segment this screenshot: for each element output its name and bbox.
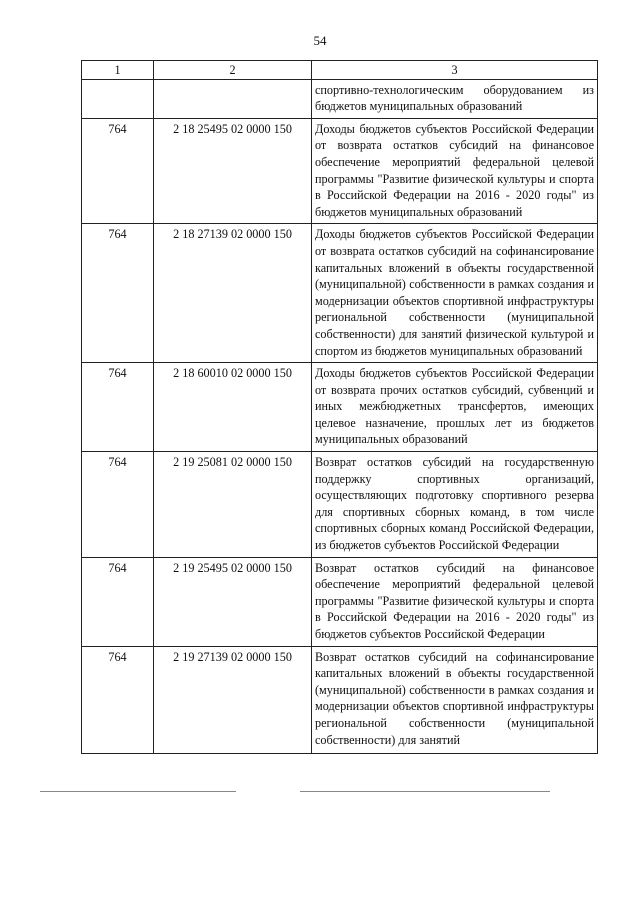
scan-artifact-line (40, 791, 236, 792)
table-row (82, 646, 598, 753)
column-header-3: 3 (312, 61, 598, 80)
budget-code-cell: 2 19 25495 02 0000 150 (154, 557, 312, 646)
admin-code-cell: 764 (82, 646, 154, 753)
budget-code-cell: 2 19 27139 02 0000 150 (154, 646, 312, 753)
table-row (82, 363, 598, 452)
description-cell: Возврат остатков субсидий на государственную поддержку спортивных организаций, осуществляющих подготовку спортивного резерва для спортивных сборных команд, в том числе спортивных сборных команд Российской Федерации, из бюджетов субъектов Российской Федерации (312, 452, 598, 558)
budget-code-cell (154, 79, 312, 118)
admin-code-cell: 764 (82, 118, 154, 224)
admin-code-cell: 764 (82, 452, 154, 558)
description-cell: Доходы бюджетов субъектов Российской Федерации от возврата остатков субсидий на финансовое обеспечение мероприятий федеральной целевой программы "Развитие физической культуры и спорта в Российской Федерации на 2016 - 2020 годы" из бюджетов муниципальных образований (312, 118, 598, 224)
description-cell: Возврат остатков субсидий на софинансирование капитальных вложений в объекты государственной (муниципальной) собственности в рамках создания и модернизации объектов спортивной инфраструктуры региональной собственности (муниципальной собственности) для занятий (312, 646, 598, 753)
table-row (82, 118, 598, 224)
column-header-1: 1 (82, 61, 154, 80)
scan-artifact-line (300, 791, 550, 792)
description-cell: Возврат остатков субсидий на финансовое обеспечение мероприятий федеральной целевой программы "Развитие физической культуры и спорта в Российской Федерации на 2016 - 2020 годы" из бюджетов субъектов Российской Федерации (312, 557, 598, 646)
budget-codes-table (81, 60, 598, 754)
admin-code-cell: 764 (82, 224, 154, 363)
budget-code-cell: 2 19 25081 02 0000 150 (154, 452, 312, 558)
description-cell: Доходы бюджетов субъектов Российской Федерации от возврата остатков субсидий на софинансирование капитальных вложений в объекты государственной (муниципальной) собственности в рамках создания и модернизации объектов спортивной инфраструктуры региональной собственности (муниципальной собственности) для занятий физической культурой и спортом из бюджетов муниципальных образований (312, 224, 598, 363)
description-cell: спортивно-технологическим оборудованием из бюджетов муниципальных образований (312, 79, 598, 118)
admin-code-cell: 764 (82, 363, 154, 452)
description-cell: Доходы бюджетов субъектов Российской Федерации от возврата прочих остатков субсидий, субвенций и иных межбюджетных трансфертов, имеющих целевое назначение, прошлых лет из бюджетов муниципальных образований (312, 363, 598, 452)
page-number: 54 (313, 33, 327, 48)
table-row (82, 79, 598, 118)
budget-code-cell: 2 18 60010 02 0000 150 (154, 363, 312, 452)
table-header-row (82, 61, 598, 80)
table-row (82, 452, 598, 558)
budget-code-cell: 2 18 27139 02 0000 150 (154, 224, 312, 363)
admin-code-cell: 764 (82, 557, 154, 646)
budget-code-cell: 2 18 25495 02 0000 150 (154, 118, 312, 224)
table-row (82, 224, 598, 363)
admin-code-cell (82, 79, 154, 118)
column-header-2: 2 (154, 61, 312, 80)
table-row (82, 557, 598, 646)
